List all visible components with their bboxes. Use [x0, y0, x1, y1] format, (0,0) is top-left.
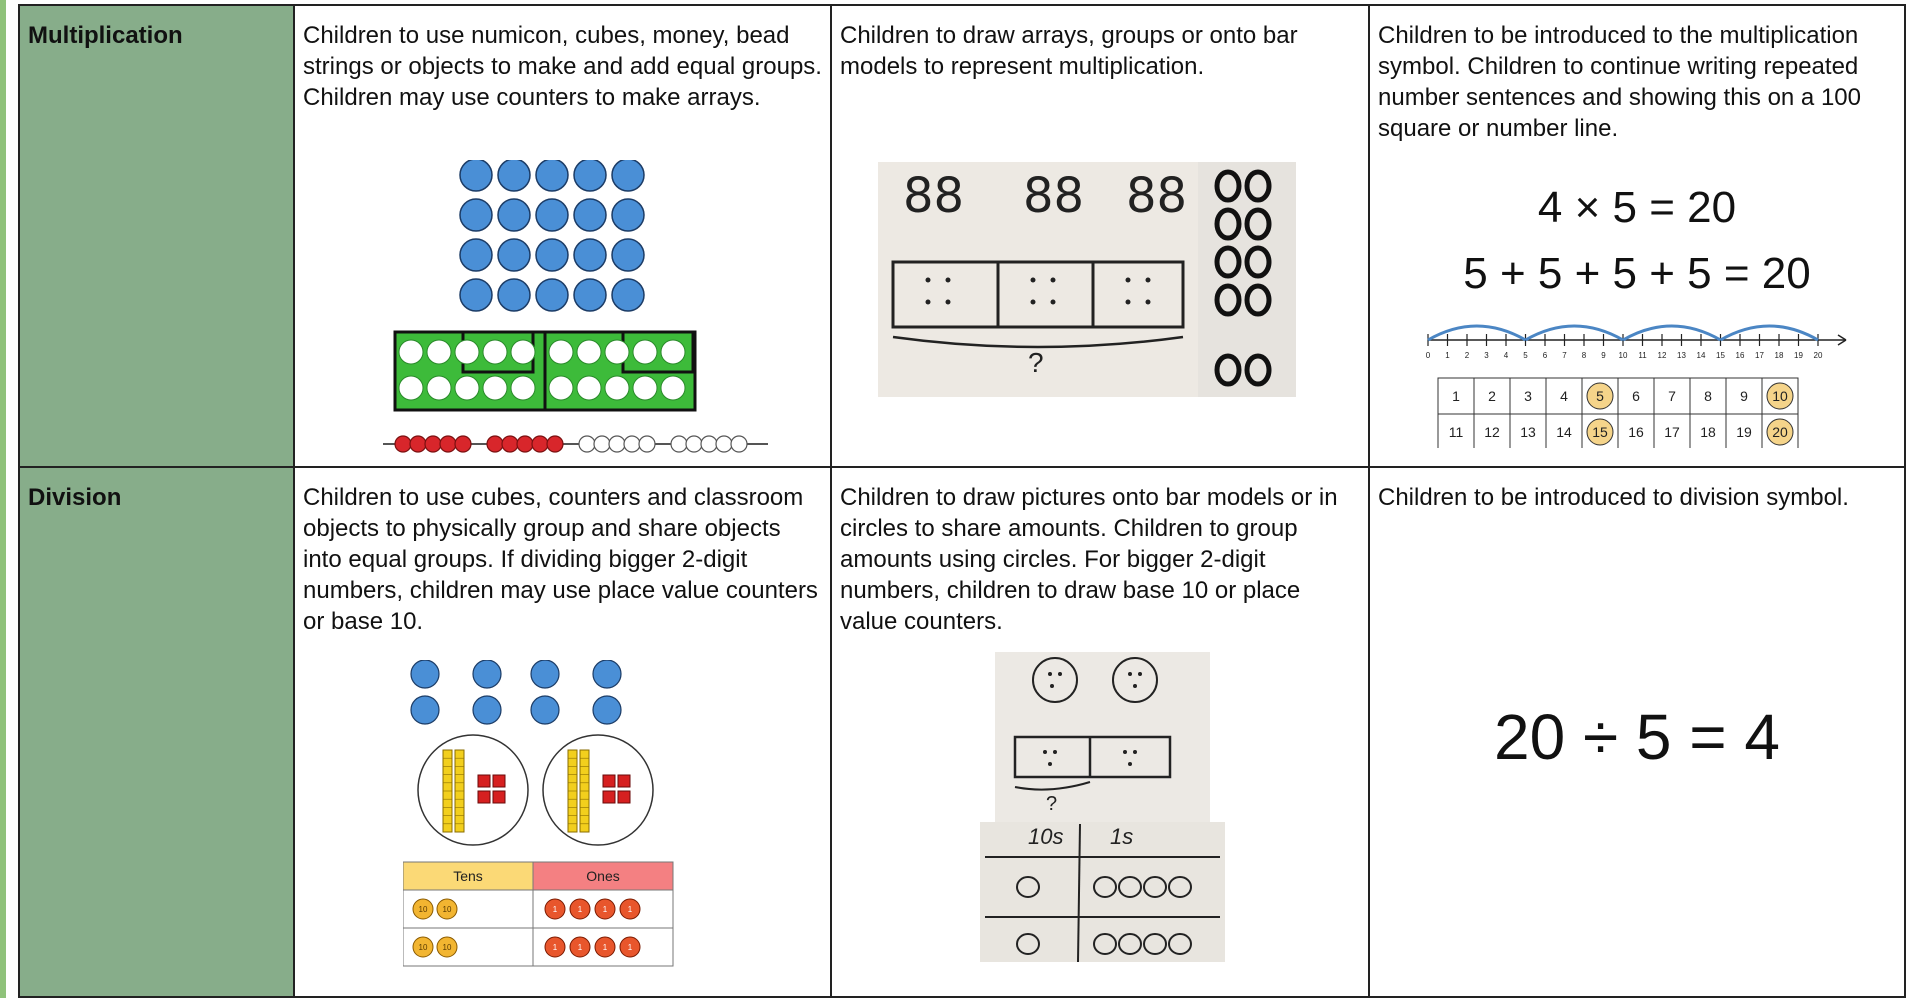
repeated-addition-equation: 5 + 5 + 5 + 5 = 20: [1463, 249, 1811, 298]
hundred-square-cell: 14: [1556, 424, 1572, 440]
number-line-label: 16: [1735, 351, 1745, 360]
ones-counter-label: 1: [627, 905, 633, 914]
bead: [594, 436, 610, 452]
jump-arc: [1526, 326, 1624, 340]
ones-counter-label: 1: [602, 943, 608, 952]
number-line-and-hundred-square: [1418, 318, 1858, 448]
hundred-square-cell: 3: [1524, 388, 1532, 404]
number-line-label: 5: [1523, 351, 1528, 360]
ones-counter-label: 1: [552, 943, 558, 952]
tens-counter-label: 10: [418, 943, 428, 952]
numicon-hole: [455, 376, 479, 400]
counter: [612, 160, 644, 191]
number-line-label: 17: [1755, 351, 1764, 360]
counter: [612, 239, 644, 271]
row-label-division: Division: [19, 467, 294, 997]
hundred-square-cell: 16: [1628, 424, 1644, 440]
bead: [547, 436, 563, 452]
hundred-square-cell: 1: [1452, 388, 1460, 404]
bar-model-question-mark: ?: [1028, 347, 1044, 378]
number-line-label: 15: [1716, 351, 1725, 360]
ones-counter-label: 1: [577, 943, 583, 952]
bead: [395, 436, 411, 452]
numicon-hole: [511, 340, 535, 364]
number-line-label: 7: [1562, 351, 1567, 360]
hundred-square-cell: 12: [1484, 424, 1500, 440]
division-concrete-cell: [294, 467, 831, 997]
calculation-policy-table: [18, 4, 1906, 998]
multiplication-row: [19, 5, 1905, 467]
left-edge-stripe: [0, 0, 6, 998]
jump-arc: [1623, 326, 1721, 340]
jump-arc: [1721, 326, 1819, 340]
division-equation: 20 ÷ 5 = 4: [1494, 701, 1780, 773]
counter: [498, 199, 530, 231]
share-counter: [593, 660, 621, 688]
numicon-hole: [605, 340, 629, 364]
number-line-label: 20: [1813, 351, 1823, 360]
division-row: [19, 467, 1905, 997]
one-cube: [603, 791, 615, 803]
share-counter: [473, 696, 501, 724]
counters-numicon-beads-image: [343, 160, 803, 460]
division-bar-question-mark: ?: [1046, 793, 1058, 815]
numicon-hole: [633, 340, 657, 364]
share-counter: [531, 696, 559, 724]
bead: [716, 436, 732, 452]
one-cube: [493, 775, 505, 787]
numicon-hole: [511, 376, 535, 400]
bead: [624, 436, 640, 452]
counter: [612, 279, 644, 311]
multiplication-concrete-text: Children to use numicon, cubes, money, bead strings or objects to make and add equal groups. Children may use counters to make arrays.: [303, 22, 822, 111]
tens-counter-label: 10: [442, 943, 452, 952]
share-counter: [593, 696, 621, 724]
division-abstract-text: Children to be introduced to division symbol.: [1378, 484, 1849, 511]
numicon-hole: [661, 376, 685, 400]
pv-header-ones: Ones: [586, 868, 620, 884]
number-line-label: 8: [1581, 351, 1587, 360]
ones-counter-label: 1: [627, 943, 633, 952]
svg-text:88: 88: [1023, 168, 1085, 224]
hand-header-tens: 10s: [1028, 824, 1064, 849]
number-line-label: 19: [1794, 351, 1803, 360]
number-line-label: 11: [1638, 351, 1647, 360]
bead: [410, 436, 426, 452]
number-line-label: 9: [1601, 351, 1606, 360]
number-line-label: 10: [1618, 351, 1628, 360]
jump-arc: [1428, 326, 1526, 340]
number-line-label: 18: [1774, 351, 1784, 360]
hundred-square-cell: 19: [1736, 424, 1752, 440]
svg-text:88: 88: [903, 168, 965, 224]
bead: [517, 436, 533, 452]
bead: [455, 436, 471, 452]
bead: [701, 436, 717, 452]
number-line-label: 6: [1542, 351, 1548, 360]
numicon-hole: [577, 340, 601, 364]
one-cube: [603, 775, 615, 787]
counter: [574, 160, 606, 191]
counter: [536, 160, 568, 191]
numicon-hole: [399, 340, 423, 364]
hundred-square-cell: 7: [1668, 388, 1676, 404]
counter: [612, 199, 644, 231]
hand-header-ones: 1s: [1110, 824, 1134, 849]
multiplication-abstract-text: Children to be introduced to the multiplication symbol. Children to continue writing repeated number sentences and showing this on a 100 square or number line.: [1378, 22, 1861, 142]
ones-counter-label: 1: [552, 905, 558, 914]
counter: [460, 279, 492, 311]
hundred-square-cell: 18: [1700, 424, 1716, 440]
numicon-hole: [483, 376, 507, 400]
counter: [498, 239, 530, 271]
number-line-label: 2: [1464, 351, 1470, 360]
bead: [609, 436, 625, 452]
number-line-label: 1: [1445, 351, 1450, 360]
bead: [487, 436, 503, 452]
hundred-square-cell: 2: [1488, 388, 1496, 404]
share-counter: [531, 660, 559, 688]
hundred-square-cell: 10: [1772, 388, 1788, 404]
bead: [425, 436, 441, 452]
multiplication-pictorial-cell: [831, 5, 1369, 467]
numicon-hole: [577, 376, 601, 400]
counter: [536, 239, 568, 271]
numicon-hole: [427, 376, 451, 400]
number-line-label: 4: [1503, 351, 1509, 360]
base10-circles: [418, 735, 653, 845]
numicon-hole: [399, 376, 423, 400]
numicon-hole: [483, 340, 507, 364]
one-cube: [493, 791, 505, 803]
hundred-square-cell: 13: [1520, 424, 1536, 440]
svg-text:88: 88: [1126, 168, 1188, 224]
counter-array: [460, 160, 644, 311]
hundred-square-cell: 9: [1740, 388, 1748, 404]
ones-counter-label: 1: [602, 905, 608, 914]
number-line-label: 14: [1696, 351, 1706, 360]
hundred-square-cell: 20: [1772, 424, 1788, 440]
multiplication-pictorial-text: Children to draw arrays, groups or onto bar models to represent multiplication.: [840, 22, 1298, 80]
division-abstract-cell: [1369, 467, 1905, 997]
row-label-multiplication: Multiplication: [19, 5, 294, 467]
bead: [639, 436, 655, 452]
counter: [574, 239, 606, 271]
hand-drawn-groups-bar-model: [878, 162, 1298, 402]
numicon-tiles: [395, 332, 695, 410]
share-counter: [473, 660, 501, 688]
numicon-hole: [633, 376, 657, 400]
hundred-square-cell: 11: [1448, 424, 1464, 440]
tens-counter-label: 10: [442, 905, 452, 914]
bead: [731, 436, 747, 452]
tens-counter-label: 10: [418, 905, 428, 914]
counter: [574, 199, 606, 231]
numicon-hole: [549, 340, 573, 364]
counter: [498, 160, 530, 191]
multiplication-concrete-cell: [294, 5, 831, 467]
number-line-label: 3: [1484, 351, 1489, 360]
number-line-label: 12: [1657, 351, 1667, 360]
bead-string: [383, 436, 768, 452]
share-counter: [411, 696, 439, 724]
numicon-hole: [605, 376, 629, 400]
hundred-square-cell: 4: [1560, 388, 1568, 404]
bead: [671, 436, 687, 452]
hundred-square-cell: 5: [1596, 388, 1604, 404]
counter: [460, 199, 492, 231]
counter: [460, 160, 492, 191]
division-concrete-text: Children to use cubes, counters and classroom objects to physically group and share objects into equal groups. If dividing bigger 2-digit numbers, children may use place value counters or base 10.: [303, 484, 818, 635]
multiplication-equation: 4 × 5 = 20: [1537, 183, 1737, 232]
numicon-hole: [661, 340, 685, 364]
counter: [536, 199, 568, 231]
bead: [532, 436, 548, 452]
counter: [574, 279, 606, 311]
bead: [440, 436, 456, 452]
numicon-hole: [427, 340, 451, 364]
bead: [579, 436, 595, 452]
hundred-square-cell: 17: [1664, 424, 1680, 440]
bead: [686, 436, 702, 452]
number-line-label: 13: [1677, 351, 1686, 360]
division-pictorial-cell: [831, 467, 1369, 997]
division-pictorial-text: Children to draw pictures onto bar models or in circles to share amounts. Children to group amounts using circles. For bigger 2-digit numbers, children to draw base 10 or place value counters.: [840, 484, 1338, 635]
sharing-counters-base10-image: [403, 660, 723, 970]
place-value-chart: [403, 862, 673, 966]
counter: [498, 279, 530, 311]
hand-drawn-sharing-image: [980, 652, 1240, 962]
numicon-hole: [455, 340, 479, 364]
one-cube: [618, 775, 630, 787]
number-line-label: 0: [1425, 351, 1431, 360]
one-cube: [618, 791, 630, 803]
counter: [460, 239, 492, 271]
share-counter: [411, 660, 439, 688]
pv-header-tens: Tens: [453, 868, 483, 884]
counter: [536, 279, 568, 311]
ones-counter-label: 1: [577, 905, 583, 914]
one-cube: [478, 775, 490, 787]
hundred-square-cell: 6: [1632, 388, 1640, 404]
hundred-square-cell: 8: [1704, 388, 1712, 404]
bead: [502, 436, 518, 452]
hundred-square-cell: 15: [1592, 424, 1608, 440]
multiplication-abstract-cell: [1369, 5, 1905, 467]
numicon-hole: [549, 376, 573, 400]
one-cube: [478, 791, 490, 803]
